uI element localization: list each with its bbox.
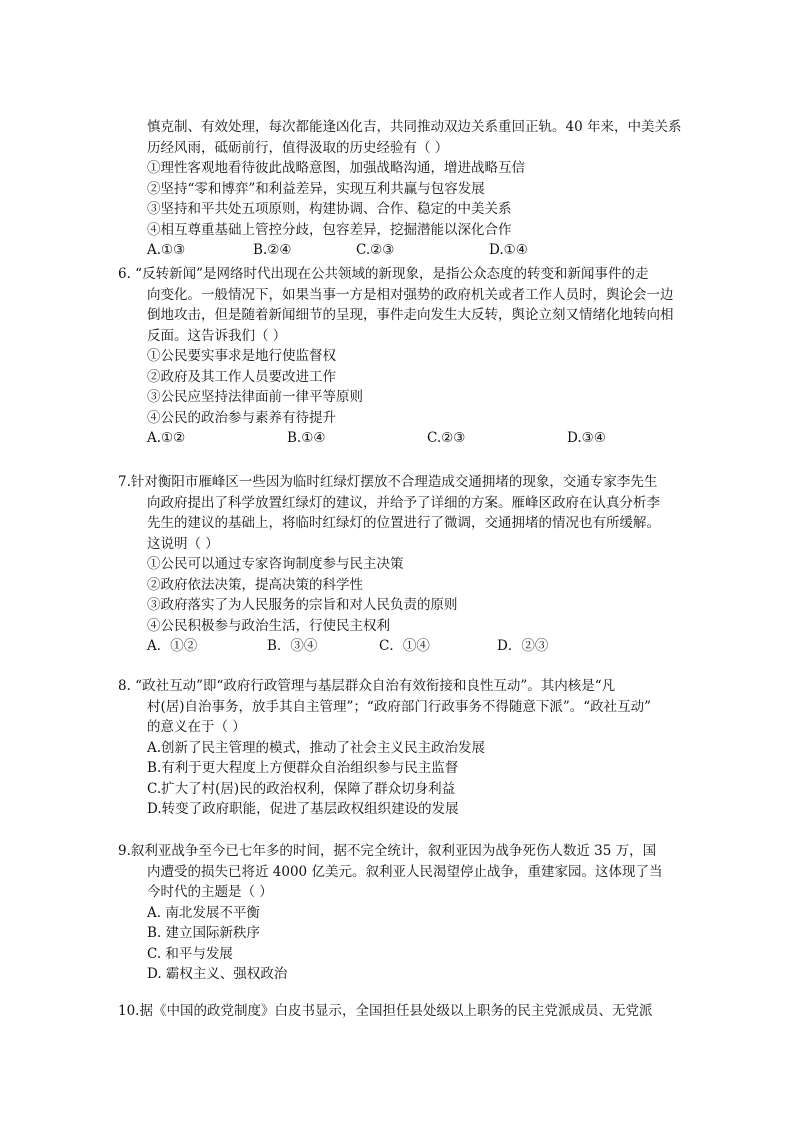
q6-statement: ③公民应坚持法律面前一律平等原则 xyxy=(147,389,363,405)
question-8 xyxy=(118,676,678,820)
q7-line: 7.针对衡阳市雁峰区一些因为临时红绿灯摆放不合理造成交通拥堵的现象，交通专家李先生 xyxy=(118,474,658,490)
q5-option-c[interactable]: C.②③ xyxy=(356,242,395,258)
q8-choice-c[interactable]: C.扩大了村(居)民的政治权利，保障了群众切身利益 xyxy=(147,780,456,797)
q8-choice-a[interactable]: A.创新了民主管理的模式，推动了社会主义民主政治发展 xyxy=(147,739,486,756)
question-6 xyxy=(118,264,678,449)
q7-option-b[interactable]: B．③④ xyxy=(267,638,318,654)
q6-line: 反面。这告诉我们（ ） xyxy=(147,327,287,344)
q5-option-d[interactable]: D.①④ xyxy=(489,242,528,258)
q6-line: 6. “反转新闻”是网络时代出现在公共领域的新现象，是指公众态度的转变和新闻事件的走 xyxy=(118,266,649,282)
q7-option-a[interactable]: A．①② xyxy=(147,638,198,654)
q9-line: 内遭受的损失已将近 4000 亿美元。叙利亚人民渴望停止战争，重建家园。这体现了当 xyxy=(147,863,663,880)
q9-line: 9.叙利亚战争至今已七年多的时间，据不完全统计，叙利亚因为战争死伤人数近 35 万，国 xyxy=(118,843,657,859)
q6-line: 倒地攻击，但是随着新闻细节的呈现，事件走向发生大反转，舆论立刻又情绪化地转向相 xyxy=(147,307,674,323)
question-9 xyxy=(118,841,678,985)
q6-option-c[interactable]: C.②③ xyxy=(427,430,466,446)
q7-statement: ③政府落实了为人民服务的宗旨和对人民负责的原则 xyxy=(147,597,458,613)
q8-choice-d[interactable]: D.转变了政府职能，促进了基层政权组织建设的发展 xyxy=(147,801,459,817)
q9-line: 今时代的主题是（ ） xyxy=(147,884,273,900)
q9-choice-b[interactable]: B. 建立国际新秩序 xyxy=(147,925,261,941)
q7-statement: ④公民积极参与政治生活，行使民主权利 xyxy=(147,617,390,634)
q5-options xyxy=(118,240,678,261)
question-5 xyxy=(118,117,682,261)
q7-line: 这说明（ ） xyxy=(147,535,219,552)
question-7 xyxy=(118,472,678,657)
q6-statement: ①公民要实事求是地行使监督权 xyxy=(147,348,336,364)
q7-line: 向政府提出了科学放置红绿灯的建议，并给予了详细的方案。雁峰区政府在认真分析李 xyxy=(147,494,660,511)
q10-line: 10.据《中国的政党制度》白皮书显示，全国担任县处级以上职务的民主党派成员、无党派 xyxy=(118,1003,653,1019)
q8-choice-b[interactable]: B.有利于更大程度上方便群众自治组织参与民主监督 xyxy=(147,760,459,776)
q5-line: 慎克制、有效处理，每次都能逢凶化吉，共同推动双边关系重回正轨。40 年来，中美关系 xyxy=(147,119,682,135)
q9-choice-c[interactable]: C. 和平与发展 xyxy=(147,945,233,962)
q5-line: 历经风雨，砥砺前行，值得汲取的历史经验有（ ） xyxy=(147,139,449,156)
q6-statement: ②政府及其工作人员要改进工作 xyxy=(147,368,336,385)
q8-line: 的意义在于（ ） xyxy=(147,719,246,735)
q5-statement: ④相互尊重基础上管控分歧，包容差异，挖掘潜能以深化合作 xyxy=(147,221,512,238)
q9-choice-d[interactable]: D. 霸权主义、强权政治 xyxy=(147,966,288,982)
q6-option-d[interactable]: D.③④ xyxy=(567,430,606,446)
q5-statement: ②坚持“零和博弈”和利益差异，实现互利共赢与包容发展 xyxy=(147,180,485,197)
q6-line: 向变化。一般情况下，如果当事一方是相对强势的政府机关或者工作人员时，舆论会一边 xyxy=(147,286,674,303)
q6-option-a[interactable]: A.①② xyxy=(147,430,186,446)
q5-option-a[interactable]: A.①③ xyxy=(147,242,186,258)
q7-option-d[interactable]: D．②③ xyxy=(497,638,549,654)
q5-statement: ①理性客观地看待彼此战略意图，加强战略沟通，增进战略互信 xyxy=(147,160,525,176)
q7-statement: ②政府依法决策，提高决策的科学性 xyxy=(147,576,363,593)
q5-option-b[interactable]: B.②④ xyxy=(253,242,292,258)
q8-line: 8. “政社互动”即“政府行政管理与基层群众自治有效衔接和良性互动”。其内核是“凡 xyxy=(118,678,616,694)
q6-statement: ④公民的政治参与素养有待提升 xyxy=(147,409,336,426)
q9-choice-a[interactable]: A. 南北发展不平衡 xyxy=(147,904,260,921)
q6-option-b[interactable]: B.①④ xyxy=(287,430,326,446)
q7-statement: ①公民可以通过专家咨询制度参与民主决策 xyxy=(147,556,404,572)
q5-statement: ③坚持和平共处五项原则，构建协调、合作、稳定的中美关系 xyxy=(147,201,512,217)
q7-line: 先生的建议的基础上，将临时红绿灯的位置进行了微调，交通拥堵的情况也有所缓解。 xyxy=(147,515,660,531)
q7-option-c[interactable]: C．①④ xyxy=(379,638,430,654)
q7-options xyxy=(118,636,678,657)
question-10 xyxy=(118,1001,678,1022)
q8-line: 村(居)自治事务，放手其自主管理”；“政府部门行政事务不得随意下派”。“政社互动” xyxy=(147,698,652,715)
q6-options xyxy=(118,428,678,449)
